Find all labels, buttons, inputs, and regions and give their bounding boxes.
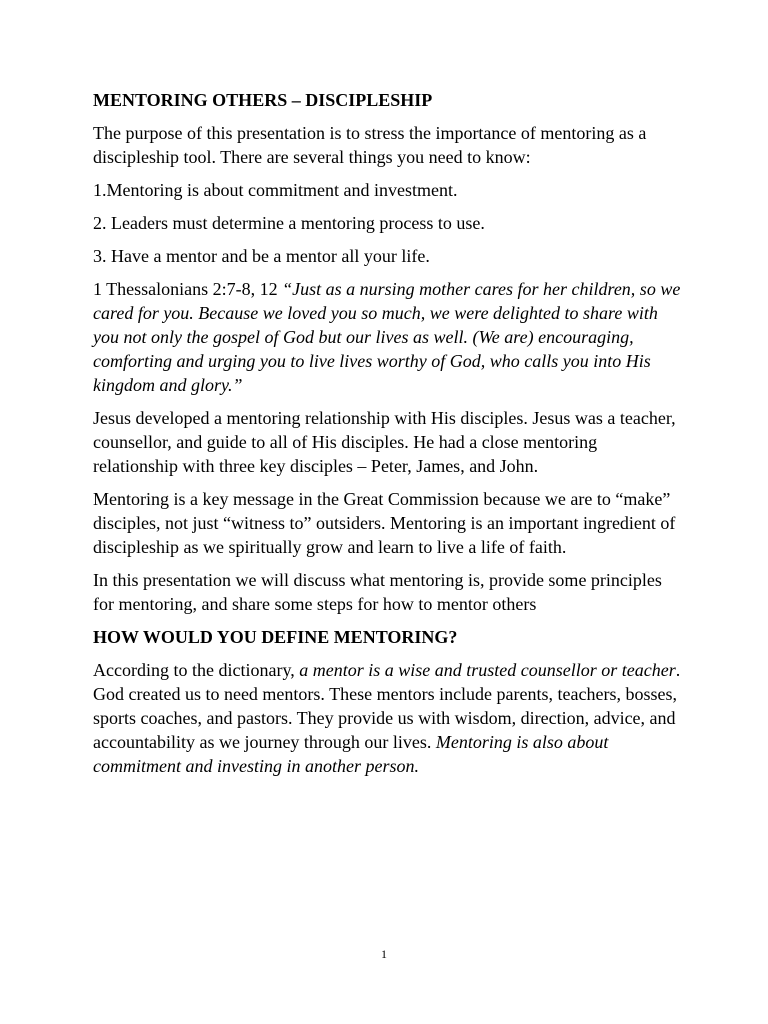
definition-closing-italic: Mentoring is also about commitment and investing in another person. [93, 732, 609, 776]
point-2: 2. Leaders must determine a mentoring process to use. [93, 213, 485, 233]
document-title: MENTORING OTHERS – DISCIPLESHIP [93, 90, 433, 110]
point-1: 1.Mentoring is about commitment and investment. [93, 180, 458, 200]
jesus-paragraph: Jesus developed a mentoring relationship with His disciples. Jesus was a teacher, counsellor, and guide to all of His disciples. He had a close mentoring relationship with three key disciples – Peter, James, and John. [93, 408, 676, 476]
intro-paragraph: The purpose of this presentation is to stress the importance of mentoring as a discipleship tool. There are several things you need to know: [93, 123, 647, 167]
presentation-paragraph: In this presentation we will discuss what mentoring is, provide some principles for mentoring, and share some steps for how to mentor others [93, 570, 662, 614]
definition-italic: a mentor is a wise and trusted counsellor or teacher [299, 660, 676, 680]
scripture-reference: 1 Thessalonians 2:7-8, 12 [93, 279, 283, 299]
page-number: 1 [381, 947, 387, 961]
point-3: 3. Have a mentor and be a mentor all your life. [93, 246, 430, 266]
great-commission-paragraph: Mentoring is a key message in the Great Commission because we are to “make” disciples, not just “witness to” outsiders. Mentoring is an important ingredient of discipleship as we spiritually grow and learn to live a life of faith. [93, 489, 676, 557]
section-heading: HOW WOULD YOU DEFINE MENTORING? [93, 627, 458, 647]
scripture-paragraph [93, 277, 683, 397]
definition-paragraph [93, 658, 683, 778]
scripture-quote: “Just as a nursing mother cares for her children, so we cared for you. Because we loved you so much, we were delighted to share with you not only the gospel of God but our lives as well. (We are) encouraging, comforting and urging you to live lives worthy of God, who calls you into His kingdom and glory.” [93, 279, 681, 395]
document-body [93, 88, 683, 787]
definition-body: . God created us to need mentors. These mentors include parents, teachers, bosses, sports coaches, and pastors. They provide us with wisdom, direction, advice, and accountability as we journey through our lives. [93, 660, 681, 752]
definition-lead: According to the dictionary, [93, 660, 300, 680]
